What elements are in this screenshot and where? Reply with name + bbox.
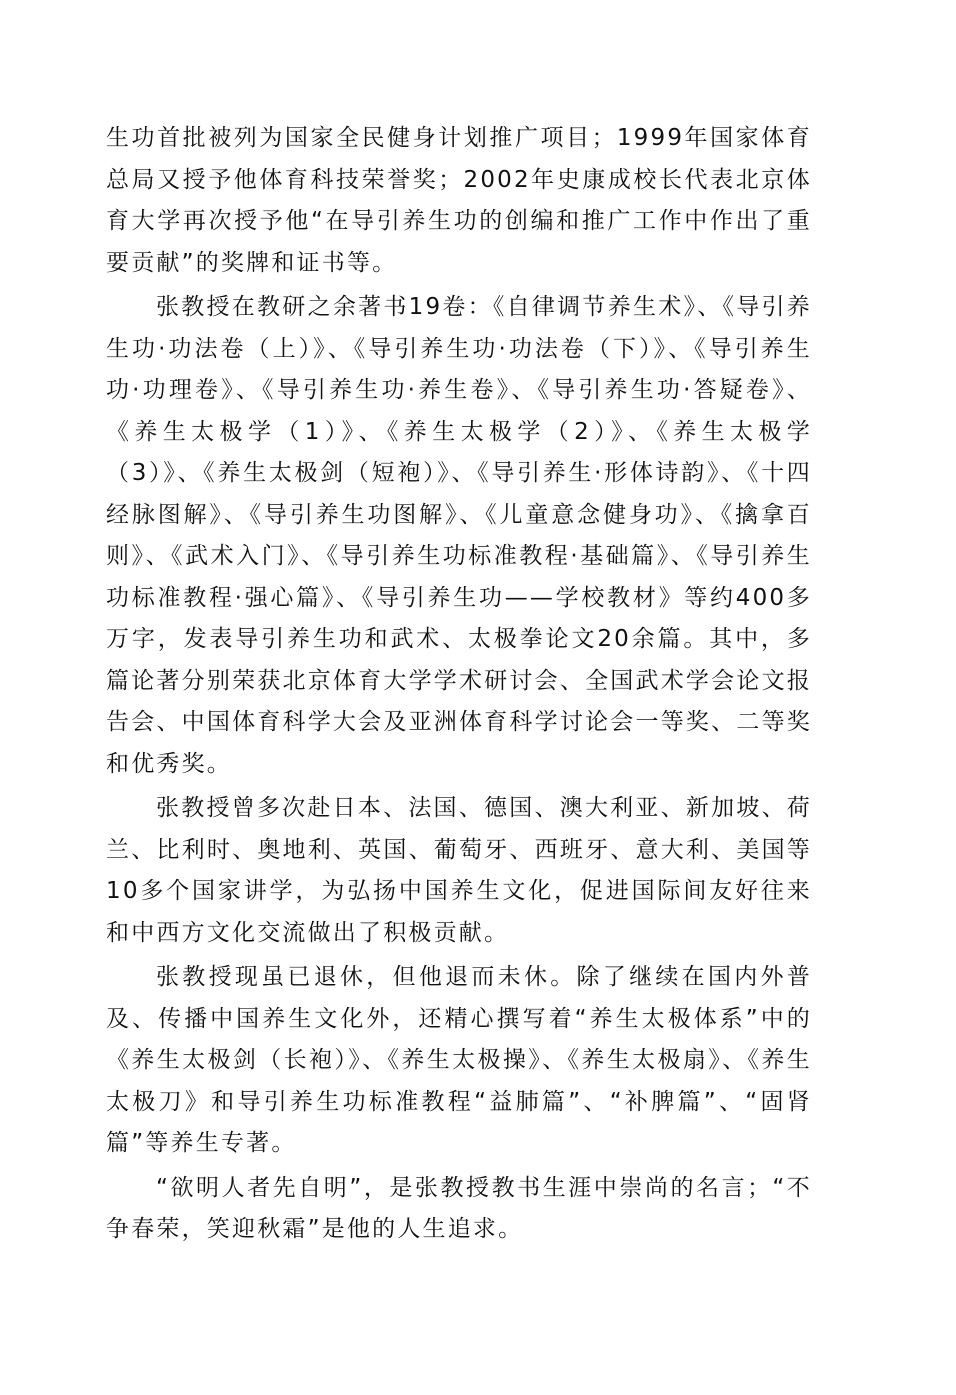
paragraph-international-lectures: 张教授曾多次赴日本、法国、德国、澳大利亚、新加坡、荷兰、比利时、奥地利、英国、葡萄牙、西班牙、意大利、美国等10多个国家讲学，为弘扬中国养生文化，促进国际间友好往来和中西方文化交流做出了积极贡献。 <box>106 795 812 946</box>
paragraph-motto: “欲明人者先自明”，是张教授教书生涯中崇尚的名言；“不争春荣，笑迎秋霜”是他的人生追求。 <box>106 1174 812 1242</box>
paragraph-awards-continued: 生功首批被列为国家全民健身计划推广项目；1999年国家体育总局又授予他体育科技荣誉奖；2002年史康成校长代表北京体育大学再次授予他“在导引养生功的创编和推广工作中作出了重要贡献”的奖牌和证书等。 <box>106 125 812 276</box>
paragraph-publications: 张教授在教研之余著书19卷：《自律调节养生术》、《导引养生功·功法卷（上）》、《导引养生功·功法卷（下）》、《导引养生功·功理卷》、《导引养生功·养生卷》、《导引养生功·答疑卷》、《养生太极学（1）》、《养生太极学（2）》、《养生太极学（3）》、《养生太极剑（短袍）》、《导引养生·形体诗韵》、《十四经脉图解》、《导引养生功图解》、《儿童意念健身功》、《擒拿百则》、《武术入门》、《导引养生功标准教程·基础篇》、《导引养生功标准教程·强心篇》、《导引养生功——学校教材》等约400多万字，发表导引养生功和武术、太极拳论文20余篇。其中，多篇论著分别荣获北京体育大学学术研讨会、全国武术学会论文报告会、中国体育科学大会及亚洲体育科学讨论会一等奖、二等奖和优秀奖。 <box>106 294 812 777</box>
body-text <box>106 118 812 1251</box>
paragraph-retirement-work: 张教授现虽已退休，但他退而未休。除了继续在国内外普及、传播中国养生文化外，还精心撰写着“养生太极体系”中的《养生太极剑（长袍）》、《养生太极操》、《养生太极扇》、《养生太极刀》和导引养生功标准教程“益肺篇”、“补脾篇”、“固肾篇”等养生专著。 <box>106 964 812 1156</box>
